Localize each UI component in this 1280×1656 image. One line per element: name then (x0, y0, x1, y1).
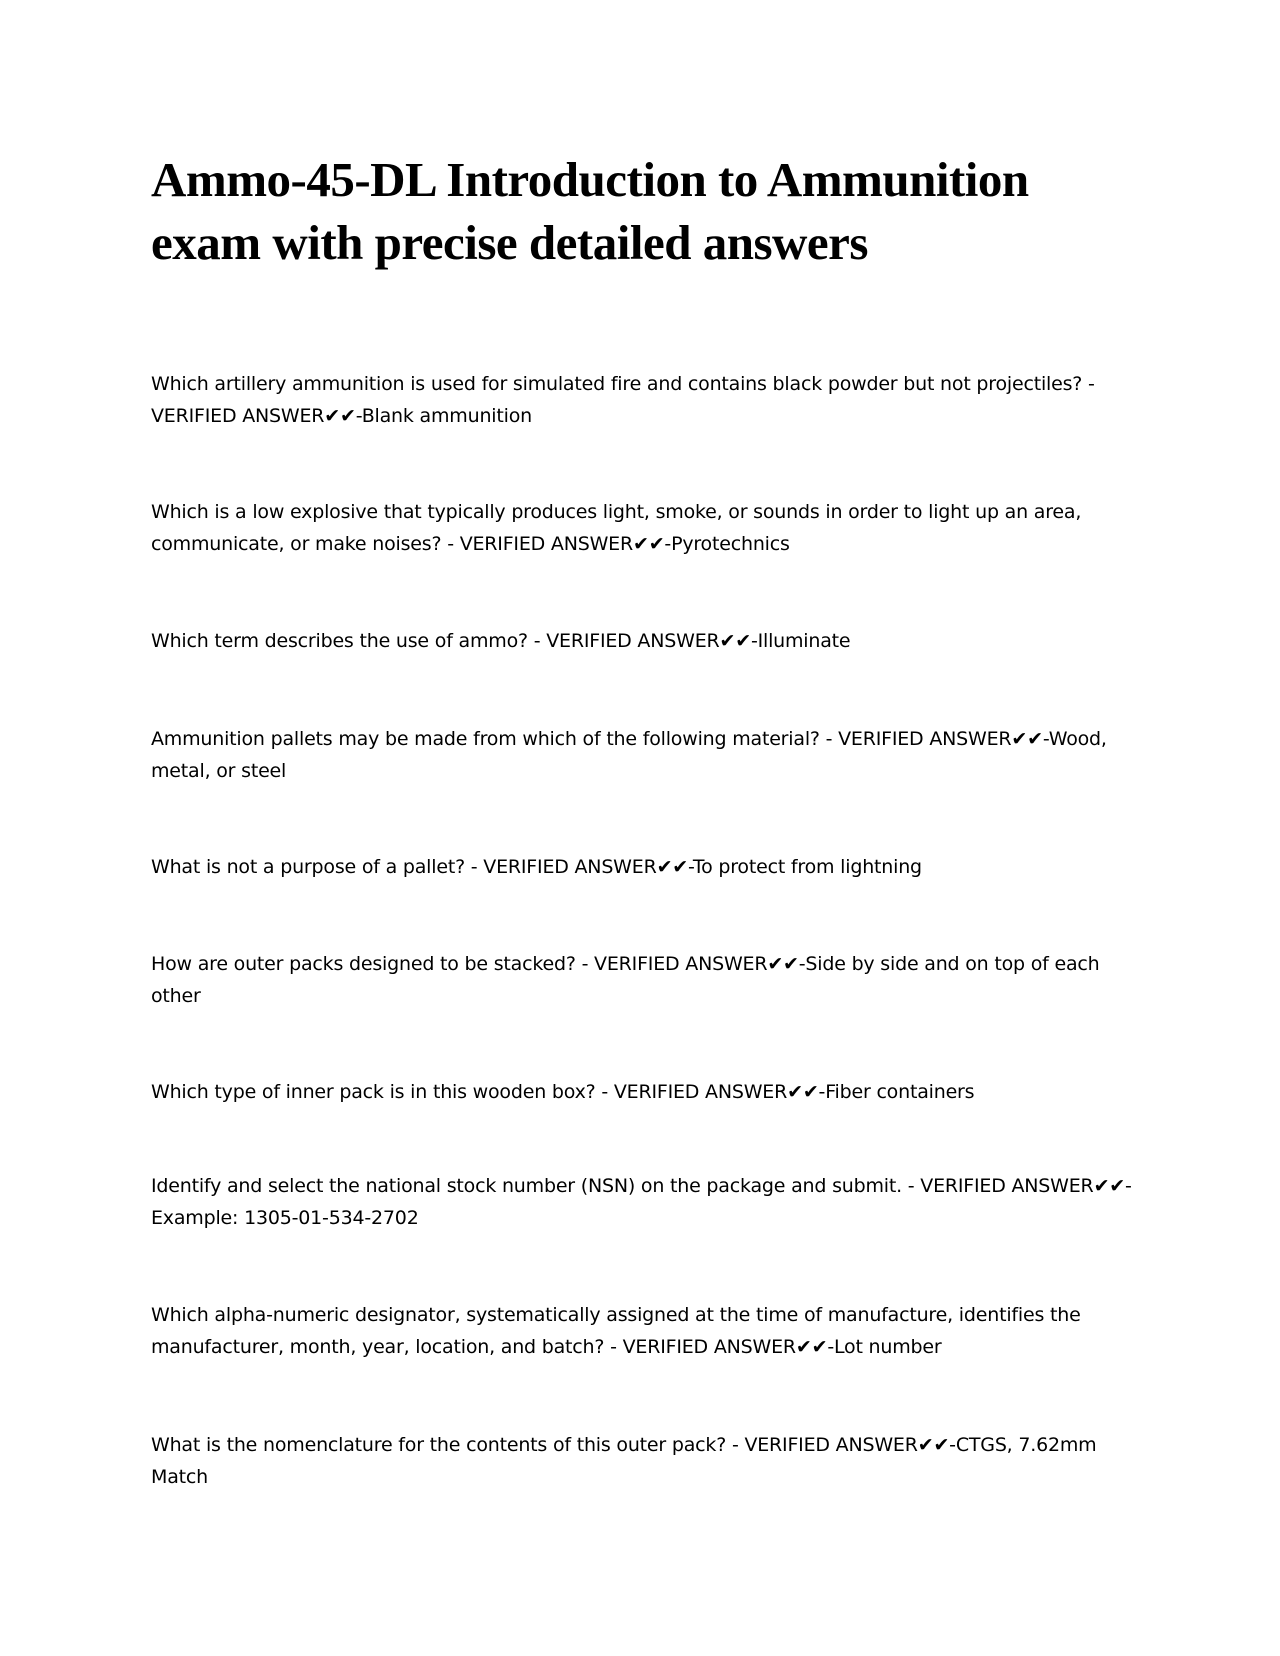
qa-item-text: Which is a low explosive that typically produces light, smoke, or sounds in order to light up an area, communicate, or make noises? - VERIFIED ANSWER✔✔-Pyrotechnics (151, 501, 1082, 555)
qa-item (151, 625, 1141, 657)
qa-item (151, 723, 1141, 787)
qa-item (151, 1076, 1141, 1108)
document-title-line-1: Ammo-45-DL Introduction to Ammunition (151, 152, 1029, 207)
qa-item-text: What is the nomenclature for the contents of this outer pack? - VERIFIED ANSWER✔✔-CTGS, 7.62mm Match (151, 1434, 1097, 1488)
qa-item-text: Which type of inner pack is in this wooden box? - VERIFIED ANSWER✔✔-Fiber containers (151, 1081, 975, 1103)
qa-item (151, 1429, 1141, 1493)
qa-item-text: Which term describes the use of ammo? - VERIFIED ANSWER✔✔-Illuminate (151, 630, 851, 652)
qa-item-text: Ammunition pallets may be made from which of the following material? - VERIFIED ANSWER✔✔-Wood, metal, or steel (151, 728, 1107, 782)
qa-item (151, 496, 1141, 560)
qa-item (151, 851, 1141, 883)
qa-item (151, 1170, 1141, 1234)
qa-item (151, 1299, 1141, 1363)
qa-item (151, 948, 1141, 1012)
document-title (151, 148, 1141, 274)
qa-item-text: What is not a purpose of a pallet? - VERIFIED ANSWER✔✔-To protect from lightning (151, 856, 922, 878)
qa-item (151, 368, 1141, 432)
qa-item-text: Which artillery ammunition is used for simulated fire and contains black powder but not projectiles? - VERIFIED ANSWER✔✔-Blank ammunition (151, 373, 1095, 427)
qa-item-text: Identify and select the national stock number (NSN) on the package and submit. - VERIFIED ANSWER✔✔-Example: 1305-01-534-2702 (151, 1175, 1132, 1229)
document-title-line-2: exam with precise detailed answers (151, 215, 868, 270)
qa-item-text: Which alpha-numeric designator, systematically assigned at the time of manufacture, identifies the manufacturer, month, year, location, and batch? - VERIFIED ANSWER✔✔-Lot number (151, 1304, 1081, 1358)
qa-item-text: How are outer packs designed to be stacked? - VERIFIED ANSWER✔✔-Side by side and on top of each other (151, 953, 1100, 1007)
